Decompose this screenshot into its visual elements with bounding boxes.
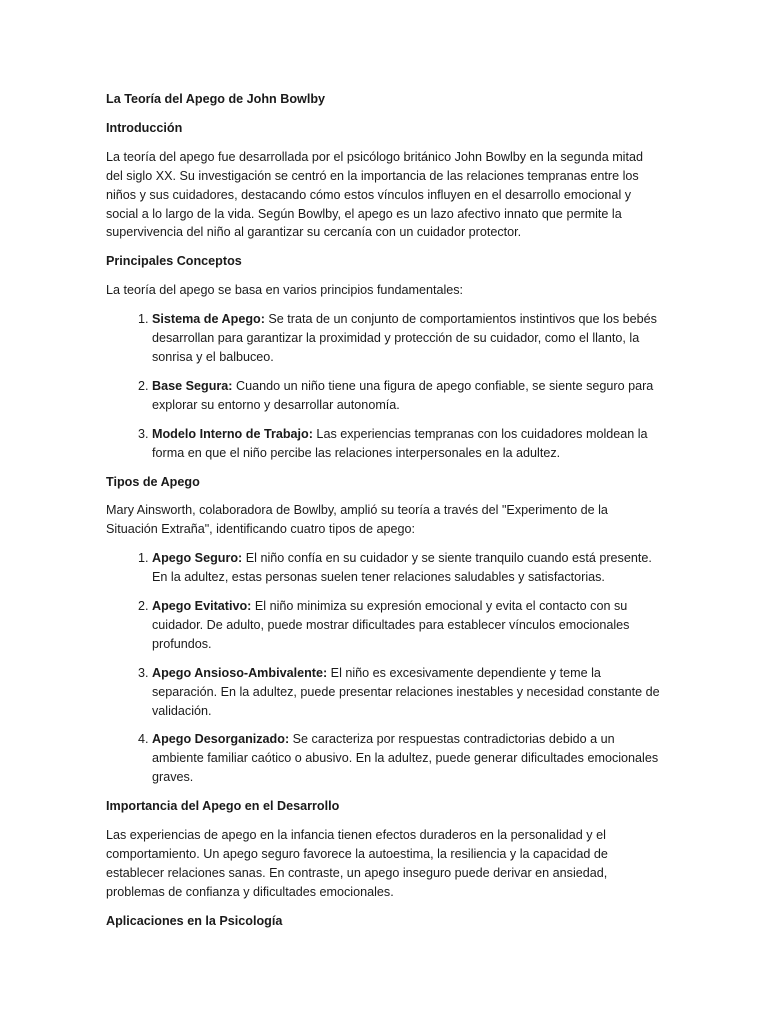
list-item (152, 377, 662, 415)
document-page (106, 90, 662, 941)
section-heading-introduccion: Introducción (106, 120, 183, 135)
list-item-term: Apego Desorganizado: (152, 732, 290, 747)
list-item-term: Apego Evitativo: (152, 599, 252, 614)
list-item-text: Se caracteriza por respuestas contradictorias debido a un ambiente familiar caótico o abusivo. En la adultez, puede generar dificultades emocionales graves. (152, 732, 659, 785)
list-item (152, 597, 662, 654)
importance-paragraph: Las experiencias de apego en la infancia tienen efectos duraderos en la personalidad y el comportamiento. Un apego seguro favorece la autoestima, la resiliencia y la capacidad de establecer relaciones sanas. En contraste, un apego inseguro puede derivar en ansiedad, problemas de confianza y dificultades emocionales. (106, 828, 608, 899)
list-item-text: Se trata de un conjunto de comportamientos instintivos que los bebés desarrollan para garantizar la proximidad y protección de su cuidador, como el llanto, la sonrisa y el balbuceo. (152, 312, 657, 364)
concepts-lead-paragraph: La teoría del apego se basa en varios principios fundamentales: (106, 283, 464, 298)
section-heading-importancia: Importancia del Apego en el Desarrollo (106, 799, 340, 814)
section-heading-tipos: Tipos de Apego (106, 474, 200, 489)
list-item-term: Modelo Interno de Trabajo: (152, 426, 313, 441)
list-item-term: Apego Ansioso-Ambivalente: (152, 665, 328, 680)
types-lead-paragraph: Mary Ainsworth, colaboradora de Bowlby, amplió su teoría a través del "Experimento de la Situación Extraña", identificando cuatro tipos de apego: (106, 503, 608, 537)
list-item-text: Las experiencias tempranas con los cuidadores moldean la forma en que el niño percibe las relaciones interpersonales en la adultez. (152, 426, 648, 460)
list-item (152, 549, 662, 587)
list-item-text: Cuando un niño tiene una figura de apego confiable, se siente seguro para explorar su entorno y desarrollar autonomía. (152, 378, 654, 412)
list-item-text: El niño confía en su cuidador y se siente tranquilo cuando está presente. En la adultez, estas personas suelen tener relaciones saludables y satisfactorias. (152, 551, 652, 585)
section-heading-conceptos: Principales Conceptos (106, 254, 242, 269)
list-item (152, 310, 662, 367)
list-item-text: El niño es excesivamente dependiente y teme la separación. En la adultez, puede presentar relaciones inestables y necesidad constante de validación. (152, 665, 660, 718)
list-item (152, 664, 662, 721)
intro-paragraph: La teoría del apego fue desarrollada por el psicólogo británico John Bowlby en la segunda mitad del siglo XX. Su investigación se centró en la importancia de las relaciones tempranas entre los niños y sus cuidadores, destacando cómo estos vínculos influyen en el desarrollo emocional y social a lo largo de la vida. Según Bowlby, el apego es un lazo afectivo innato que permite la supervivencia del niño al garantizar su cercanía con un cuidador protector. (106, 149, 643, 240)
section-heading-aplicaciones: Aplicaciones en la Psicología (106, 913, 283, 928)
list-item-text: El niño minimiza su expresión emocional y evita el contacto con su cuidador. De adulto, puede mostrar dificultades para establecer vínculos emocionales profundos. (152, 599, 630, 651)
list-item-term: Base Segura: (152, 378, 233, 393)
types-list (106, 549, 662, 787)
list-item (152, 425, 662, 463)
concepts-list (106, 310, 662, 462)
list-item-term: Sistema de Apego: (152, 312, 265, 327)
list-item-term: Apego Seguro: (152, 551, 243, 566)
document-title: La Teoría del Apego de John Bowlby (106, 92, 326, 106)
list-item (152, 730, 662, 787)
